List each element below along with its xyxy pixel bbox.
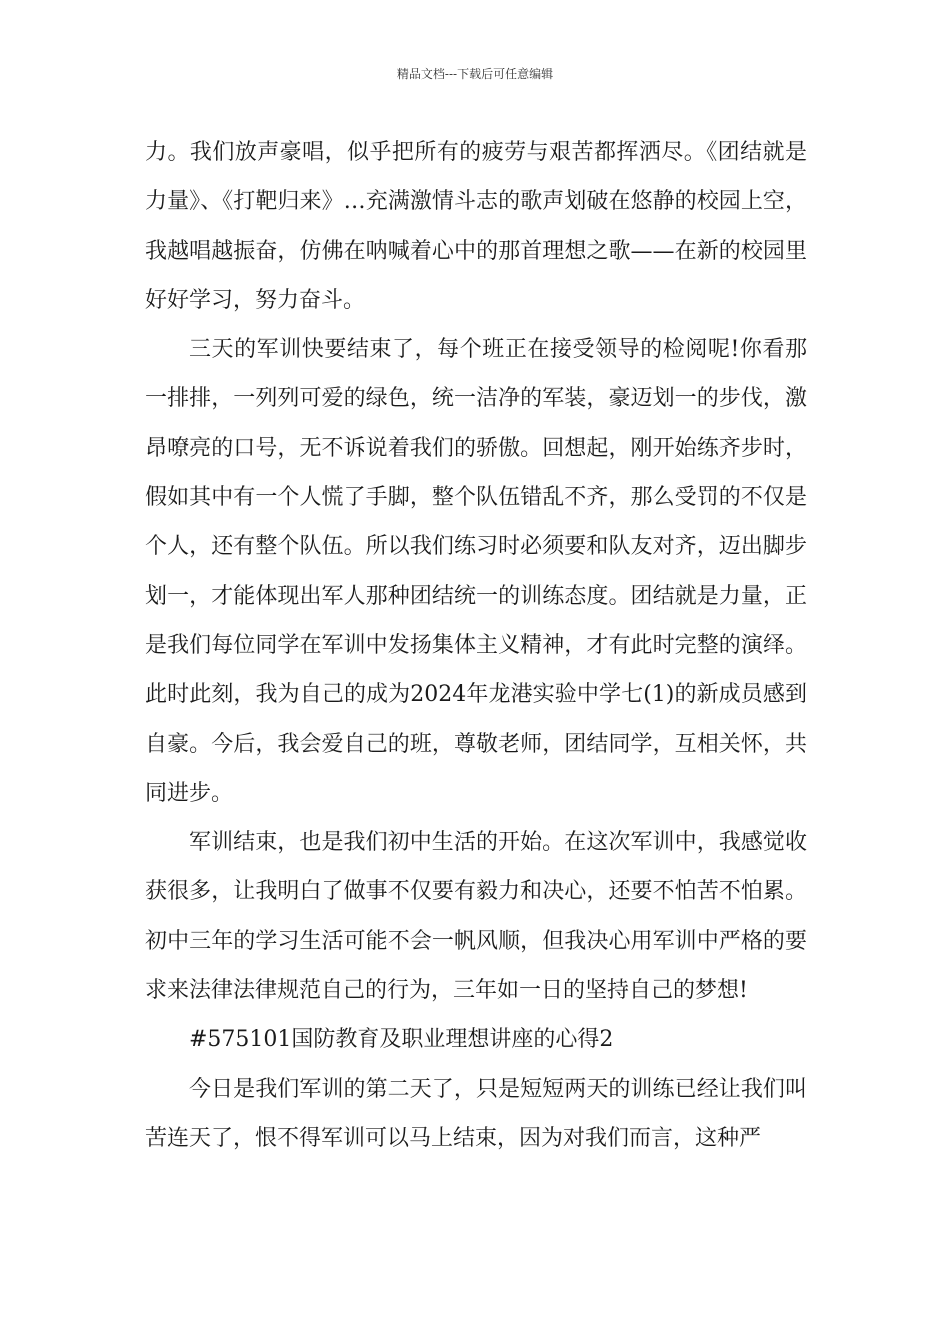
paragraph-military-review: 三天的军训快要结束了，每个班正在接受领导的检阅呢!你看那一排排，一列列可爱的绿色，统一洁净的军装，豪迈划一的步伐，激昂嘹亮的口号，无不诉说着我们的骄傲。回想起，刚开始练齐步时，假如其中有一个人慌了手脚，整个队伍错乱不齐，那么受罚的不仅是个人，还有整个队伍。所以我们练习时必须要和队友对齐，迈出脚步划一，才能体现出军人那种团结统一的训练态度。团结就是力量，正是我们每位同学在军训中发扬集体主义精神，才有此时完整的演绎。此时此刻，我为自己的成为2024年龙港实验中学七(1)的新成员感到自豪。今后，我会爱自己的班，尊敬老师，团结同学，互相关怀，共同进步。 <box>145 337 807 806</box>
page-header: 精品文档---下载后可任意编辑 <box>396 67 554 81</box>
section-heading: #575101国防教育及职业理想讲座的心得2 <box>189 1027 614 1053</box>
paragraph-continuation: 力。我们放声豪唱，似乎把所有的疲劳与艰苦都挥洒尽。《团结就是力量》、《打靶归来》…充满激情斗志的歌声划破在悠静的校园上空，我越唱越振奋，仿佛在呐喊着心中的那首理想之歌——在新的校园里好好学习，努力奋斗。 <box>145 140 807 313</box>
paragraph-second-day: 今日是我们军训的第二天了，只是短短两天的训练已经让我们叫苦连天了，恨不得军训可以马上结束，因为对我们而言，这种严 <box>145 1076 807 1151</box>
paragraph-training-end: 军训结束，也是我们初中生活的开始。在这次军训中，我感觉收获很多，让我明白了做事不仅要有毅力和决心，还要不怕苦不怕累。初中三年的学习生活可能不会一帆风顺，但我决心用军训中严格的要求来法律法律规范自己的行为，三年如一日的坚持自己的梦想! <box>145 830 807 1004</box>
document-body <box>145 128 807 1163</box>
